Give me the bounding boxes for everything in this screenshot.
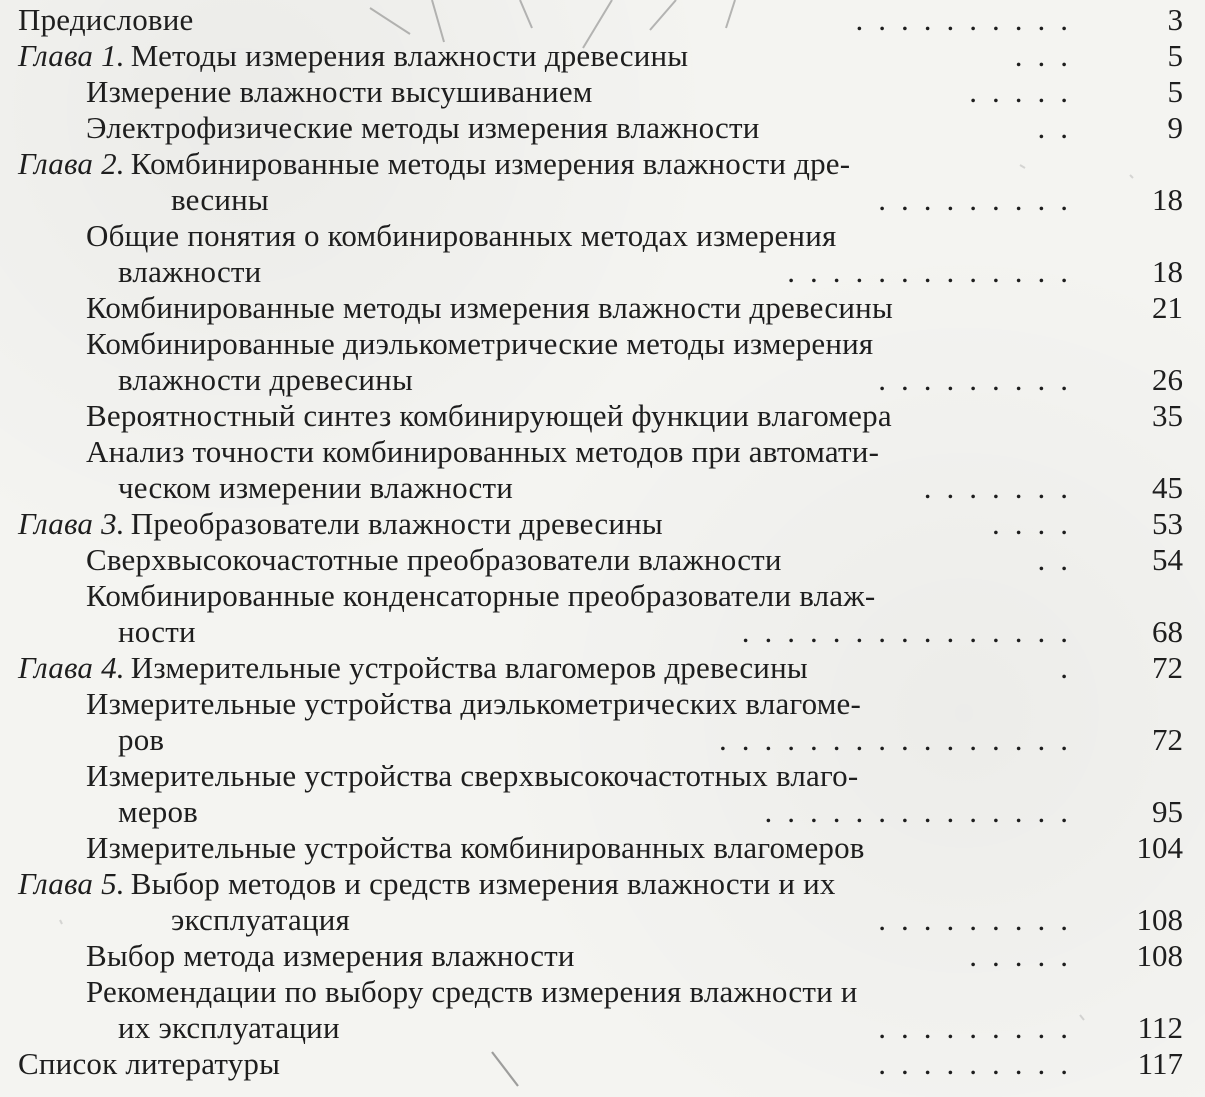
toc-entry-chapter-5	[0, 866, 1205, 902]
toc-entry-title	[18, 38, 688, 74]
toc-entry-recommendations-cont	[0, 1010, 1205, 1046]
toc-leader-dots: .	[1060, 650, 1083, 685]
toc-page-number: 21	[1152, 290, 1183, 325]
toc-leader-dots: ..............	[764, 794, 1083, 829]
toc-entry-title: Измерительные устройства диэлькометрических влагоме-	[86, 686, 862, 721]
toc-leader-dots: .........	[878, 362, 1083, 397]
toc-entry-title: Измерение влажности высушиванием	[86, 74, 593, 109]
toc-entry-accuracy-analysis-cont	[0, 470, 1205, 506]
toc-page-number: 104	[1136, 830, 1183, 865]
toc-leader-dots: .........	[878, 182, 1083, 217]
toc-entry-title: Предисловие	[18, 2, 194, 37]
toc-entry-title	[18, 146, 850, 182]
toc-entry-title: Электрофизические методы измерения влажности	[86, 110, 760, 145]
toc-entry-title	[18, 506, 663, 542]
toc-page-number: 108	[1136, 902, 1183, 937]
toc-entry-title-continued: эксплуатация	[171, 902, 350, 937]
toc-page-number: 72	[1152, 650, 1183, 685]
toc-entry-dielcometric-devices	[0, 686, 1205, 722]
toc-page-number: 9	[1167, 110, 1183, 145]
toc-page-number: 54	[1152, 542, 1183, 577]
toc-entry-title: Комбинированные диэлькометрические методы измерения	[86, 326, 874, 361]
toc-leader-dots: ................	[719, 722, 1083, 757]
toc-entry-title-continued: меров	[118, 794, 199, 829]
toc-entry-title: Комбинированные конденсаторные преобразователи влаж-	[86, 578, 876, 613]
toc-entry-capacitor-converters	[0, 578, 1205, 614]
toc-page-number: 53	[1152, 506, 1183, 541]
chapter-title: Измерительные устройства влагомеров древесины	[130, 650, 808, 685]
toc-entry-chapter-2	[0, 146, 1205, 182]
toc-entry-chapter-1	[0, 38, 1205, 74]
toc-entry-title-continued: ров	[118, 722, 165, 757]
toc-entry-probabilistic-synthesis	[0, 398, 1205, 434]
toc-entry-drying-method	[0, 74, 1205, 110]
toc-page-number: 3	[1167, 2, 1183, 37]
table-of-contents	[0, 2, 1205, 1082]
toc-entry-microwave-converters	[0, 542, 1205, 578]
toc-entry-title-continued: весины	[171, 182, 269, 217]
toc-entry-chapter-3	[0, 506, 1205, 542]
toc-leader-dots: .......	[923, 470, 1083, 505]
toc-entry-microwave-devices	[0, 758, 1205, 794]
toc-page-number: 26	[1152, 362, 1183, 397]
toc-page-number: 5	[1167, 74, 1183, 109]
toc-leader-dots: ..........	[855, 2, 1083, 37]
toc-page-number: 5	[1167, 38, 1183, 73]
chapter-label: Глава 1.	[18, 38, 125, 73]
toc-entry-recommendations	[0, 974, 1205, 1010]
toc-entry-title: Рекомендации по выбору средств измерения влажности и	[86, 974, 858, 1009]
toc-entry-accuracy-analysis	[0, 434, 1205, 470]
toc-page-number: 112	[1137, 1010, 1183, 1045]
toc-entry-title-continued: ности	[118, 614, 196, 649]
toc-entry-capacitor-converters-cont	[0, 614, 1205, 650]
toc-entry-chapter-5-cont	[0, 902, 1205, 938]
toc-entry-dielcometric-methods	[0, 326, 1205, 362]
toc-entry-chapter-2-cont	[0, 182, 1205, 218]
toc-entry-title: Сверхвысокочастотные преобразователи влажности	[86, 542, 782, 577]
toc-entry-bibliography	[0, 1046, 1205, 1082]
toc-entry-dielcometric-devices-cont	[0, 722, 1205, 758]
chapter-title: Выбор методов и средств измерения влажности и их	[130, 866, 836, 901]
chapter-label: Глава 3.	[18, 506, 125, 541]
toc-page-number: 95	[1152, 794, 1183, 829]
toc-leader-dots: ..	[1037, 542, 1083, 577]
toc-entry-title: Измерительные устройства сверхвысокочастотных влаго-	[86, 758, 859, 793]
toc-entry-title: Выбор метода измерения влажности	[86, 938, 575, 973]
toc-entry-microwave-devices-cont	[0, 794, 1205, 830]
chapter-label: Глава 2.	[18, 146, 125, 181]
chapter-label: Глава 4.	[18, 650, 125, 685]
chapter-label: Глава 5.	[18, 866, 125, 901]
toc-entry-title-continued: влажности древесины	[118, 362, 413, 397]
toc-page-number: 35	[1152, 398, 1183, 433]
toc-leader-dots: ..	[1037, 110, 1083, 145]
toc-leader-dots: ....	[992, 506, 1083, 541]
toc-page-number: 72	[1152, 722, 1183, 757]
toc-entry-electrophysical-methods	[0, 110, 1205, 146]
toc-entry-chapter-4	[0, 650, 1205, 686]
toc-entry-preface	[0, 2, 1205, 38]
toc-entry-general-concepts-cont	[0, 254, 1205, 290]
toc-entry-combined-methods-wood	[0, 290, 1205, 326]
toc-page-number: 117	[1137, 1046, 1183, 1081]
toc-leader-dots: .....	[969, 74, 1083, 109]
toc-entry-title: Комбинированные методы измерения влажности древесины	[86, 290, 893, 325]
toc-leader-dots: ...	[1014, 38, 1083, 73]
toc-entry-title: Общие понятия о комбинированных методах измерения	[86, 218, 837, 253]
toc-entry-title-continued: влажности	[118, 254, 262, 289]
chapter-title: Преобразователи влажности древесины	[130, 506, 663, 541]
toc-entry-method-choice	[0, 938, 1205, 974]
toc-leader-dots: .....	[969, 938, 1083, 973]
toc-entry-title: Список литературы	[18, 1046, 281, 1081]
toc-entry-title	[18, 650, 808, 686]
toc-page-number: 18	[1152, 254, 1183, 289]
toc-leader-dots: .........	[878, 1046, 1083, 1081]
toc-entry-title-continued: их эксплуатации	[118, 1010, 340, 1045]
toc-entry-combined-devices	[0, 830, 1205, 866]
toc-entry-title: Измерительные устройства комбинированных влагомеров	[86, 830, 865, 865]
toc-entry-title	[18, 866, 836, 902]
toc-leader-dots: .........	[878, 902, 1083, 937]
chapter-title: Методы измерения влажности древесины	[130, 38, 689, 73]
toc-page-number: 18	[1152, 182, 1183, 217]
toc-entry-dielcometric-methods-cont	[0, 362, 1205, 398]
toc-leader-dots: .........	[878, 1010, 1083, 1045]
toc-entry-general-concepts	[0, 218, 1205, 254]
toc-leader-dots: ...............	[741, 614, 1083, 649]
toc-page-number: 108	[1136, 938, 1183, 973]
toc-page-number: 45	[1152, 470, 1183, 505]
toc-entry-title: Вероятностный синтез комбинирующей функции влагомера	[86, 398, 892, 433]
toc-leader-dots: .............	[787, 254, 1083, 289]
toc-entry-title-continued: ческом измерении влажности	[118, 470, 514, 505]
toc-page-number: 68	[1152, 614, 1183, 649]
chapter-title: Комбинированные методы измерения влажности дре-	[130, 146, 851, 181]
toc-entry-title: Анализ точности комбинированных методов при автомати-	[86, 434, 880, 469]
